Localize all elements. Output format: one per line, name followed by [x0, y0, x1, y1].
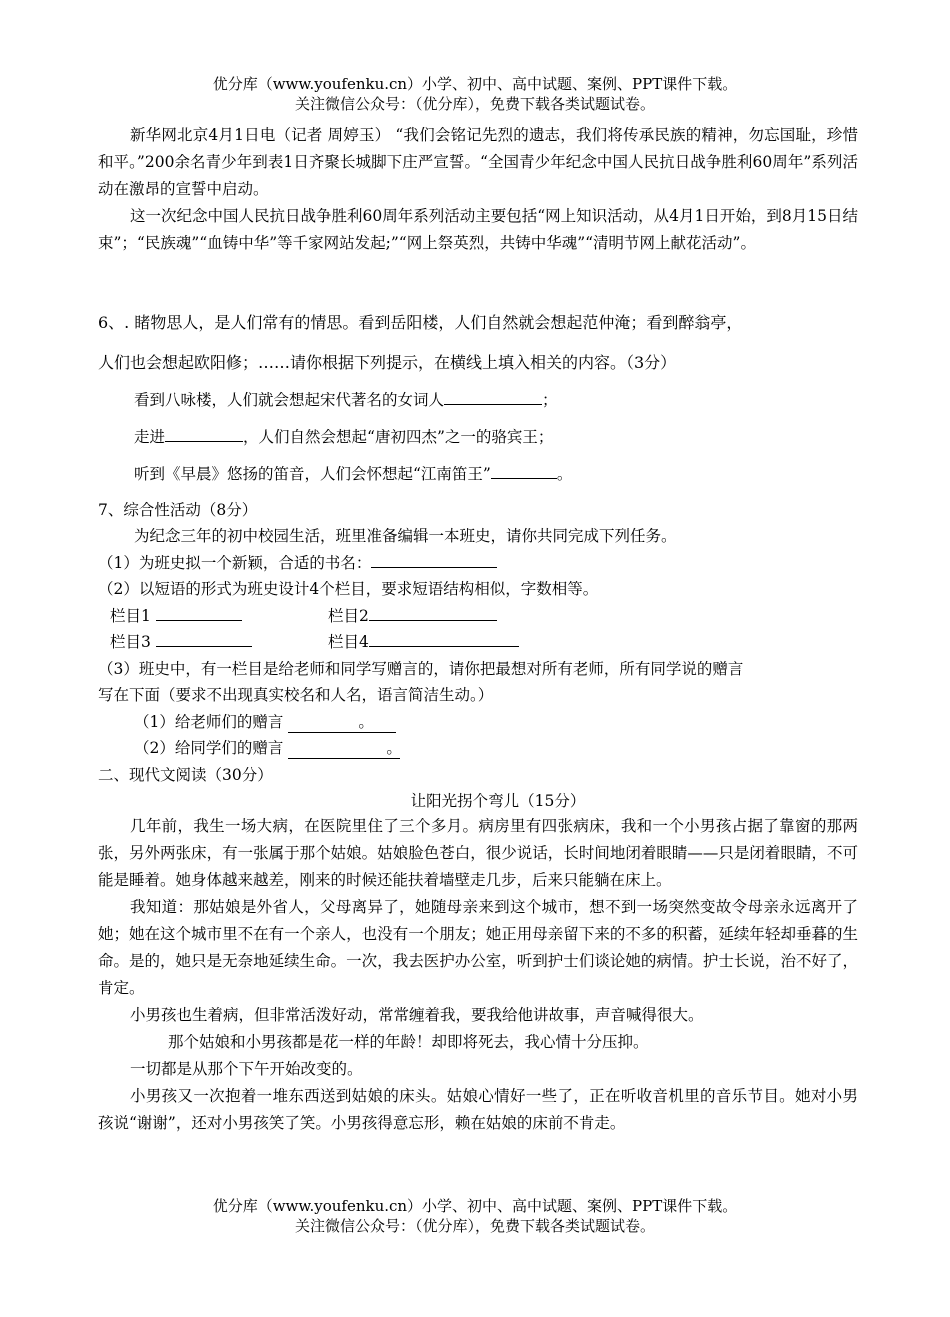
- article-paragraph: 几年前，我生一场大病，在医院里住了三个多月。病房里有四张病床，我和一个小男孩占据了靠窗的那两张，另外两张床，有一张属于那个姑娘。姑娘脸色苍白，很少说话，长时间地闭着眼睛——只是闭着眼睛，不可能是睡着。她身体越来越差，刚来的时候还能扶着墙壁走几步，后来只能躺在床上。: [98, 817, 858, 889]
- article-paragraph: 一切都是从那个下午开始改变的。: [130, 1060, 363, 1078]
- article-paragraph: 那个姑娘和小男孩都是花一样的年龄！却即将死去，我心情十分压抑。: [168, 1033, 649, 1051]
- answer-blank[interactable]: [165, 427, 243, 442]
- classmate-message: [134, 736, 400, 759]
- footer-line-2: 关注微信公众号：（优分库），免费下载各类试题试卷。: [294, 1217, 655, 1235]
- q6-item-2-text: 走进: [134, 428, 166, 446]
- teacher-answer-line[interactable]: [288, 710, 396, 733]
- column-4: [328, 630, 519, 652]
- teacher-end-mark: 。: [358, 713, 374, 731]
- q6-item-1: [134, 388, 558, 410]
- answer-blank[interactable]: [156, 606, 242, 621]
- column-4-label: 栏目4: [328, 633, 369, 651]
- q7-intro: 为纪念三年的初中校园生活，班里准备编辑一本班史，请你共同完成下列任务。: [134, 527, 677, 545]
- q6-item-1-end: ；: [542, 391, 558, 409]
- column-3: [110, 630, 252, 652]
- article-paragraph: 我知道：那姑娘是外省人，父母离异了，她随母亲来到这个城市，想不到一场突然变故令母亲永远离开了她；她在这个城市里不在有一个亲人，也没有一个朋友；她正用母亲留下来的不多的积蓄，延续年轻却垂暮的生命。是的，她只是无奈地延续生命。一次，我去医护办公室，听到护士们谈论她的病情。护士长说，治不好了，肯定。: [98, 898, 858, 997]
- column-1-label: 栏目1: [110, 607, 151, 625]
- q6-item-2: [134, 425, 553, 447]
- header-line-2: 关注微信公众号：（优分库），免费下载各类试题试卷。: [294, 95, 655, 113]
- column-2-label: 栏目2: [328, 607, 369, 625]
- page-footer: [0, 1196, 950, 1236]
- news-paragraph-2: 这一次纪念中国人民抗日战争胜利60周年系列活动主要包括“网上知识活动，从4月1日开始，到8月15日结束”；“民族魂”“血铸中华”等千家网站发起;”“网上祭英烈，共铸中华魂”“清明节网上献花活动”。: [98, 207, 858, 252]
- column-2: [328, 604, 497, 626]
- answer-blank[interactable]: [156, 632, 252, 647]
- q6-line-1: 6、. 睹物思人，是人们常有的情思。看到岳阳楼，人们自然就会想起范仲淹；看到醉翁亭，: [98, 313, 743, 332]
- answer-blank[interactable]: [371, 553, 497, 568]
- q7-sub-2: （2）以短语的形式为班史设计4个栏目，要求短语结构相似，字数相等。: [98, 580, 599, 598]
- answer-blank[interactable]: [369, 632, 519, 647]
- footer-line-1: 优分库（www.youfenku.cn）小学、初中、高中试题、案例、PPT课件下载。: [212, 1197, 738, 1215]
- classmate-answer-line[interactable]: [288, 736, 400, 759]
- column-1: [110, 604, 242, 626]
- teacher-message: [134, 710, 396, 733]
- article-paragraph: 小男孩又一次抱着一堆东西送到姑娘的床头。姑娘心情好一些了，正在听收音机里的音乐节目。她对小男孩说“谢谢”，还对小男孩笑了笑。小男孩得意忘形，赖在姑娘的床前不肯走。: [98, 1087, 858, 1132]
- answer-blank[interactable]: [491, 464, 557, 479]
- q7-title: 7、综合性活动（8分）: [98, 501, 258, 519]
- classmate-message-label: （2）给同学们的赠言: [134, 739, 284, 757]
- article-body: [98, 813, 858, 1137]
- q6-item-3: [134, 462, 572, 484]
- q6-item-3-text: 听到《早晨》悠扬的笛音，人们会怀想起“江南笛王”: [134, 465, 491, 483]
- q6-item-1-text: 看到八咏楼，人们就会想起宋代著名的女词人: [134, 391, 445, 409]
- section-2-title: 二、现代文阅读（30分）: [98, 766, 273, 784]
- q7-sub-3-line-2: 写在下面（要求不出现真实校名和人名，语言简洁生动。）: [98, 686, 494, 704]
- column-3-label: 栏目3: [110, 633, 151, 651]
- article-title: 让阳光拐个弯儿（15分）: [410, 792, 586, 810]
- q7-sub-1: [98, 551, 497, 573]
- page-header: [0, 74, 950, 114]
- classmate-end-mark: 。: [386, 739, 402, 757]
- article-paragraph: 小男孩也生着病，但非常活泼好动，常常缠着我，要我给他讲故事，声音喊得很大。: [130, 1006, 704, 1024]
- answer-blank[interactable]: [444, 390, 542, 405]
- teacher-message-label: （1）给老师们的赠言: [134, 713, 284, 731]
- q7-sub-1-text: （1）为班史拟一个新颖，合适的书名：: [98, 554, 372, 572]
- news-excerpt: [98, 122, 858, 257]
- q6-line-2: 人们也会想起欧阳修；……请你根据下列提示，在横线上填入相关的内容。（3分）: [98, 353, 677, 372]
- header-line-1: 优分库（www.youfenku.cn）小学、初中、高中试题、案例、PPT课件下载。: [212, 75, 738, 93]
- answer-blank[interactable]: [369, 606, 497, 621]
- q6-item-3-end: 。: [556, 465, 573, 483]
- q7-sub-3-line-1: （3）班史中，有一栏目是给老师和同学写赠言的，请你把最想对所有老师，所有同学说的赠言: [98, 660, 744, 678]
- news-paragraph-1: 新华网北京4月1日电（记者 周婷玉） “我们会铭记先烈的遗志，我们将传承民族的精神，勿忘国耻，珍惜和平。”200余名青少年到表1日齐聚长城脚下庄严宣誓。“全国青少年纪念中国人民抗日战争胜利60周年”系列活动在激昂的宣誓中启动。: [98, 126, 858, 198]
- q6-item-2-end: ，人们自然会想起“唐初四杰”之一的骆宾王；: [243, 428, 554, 446]
